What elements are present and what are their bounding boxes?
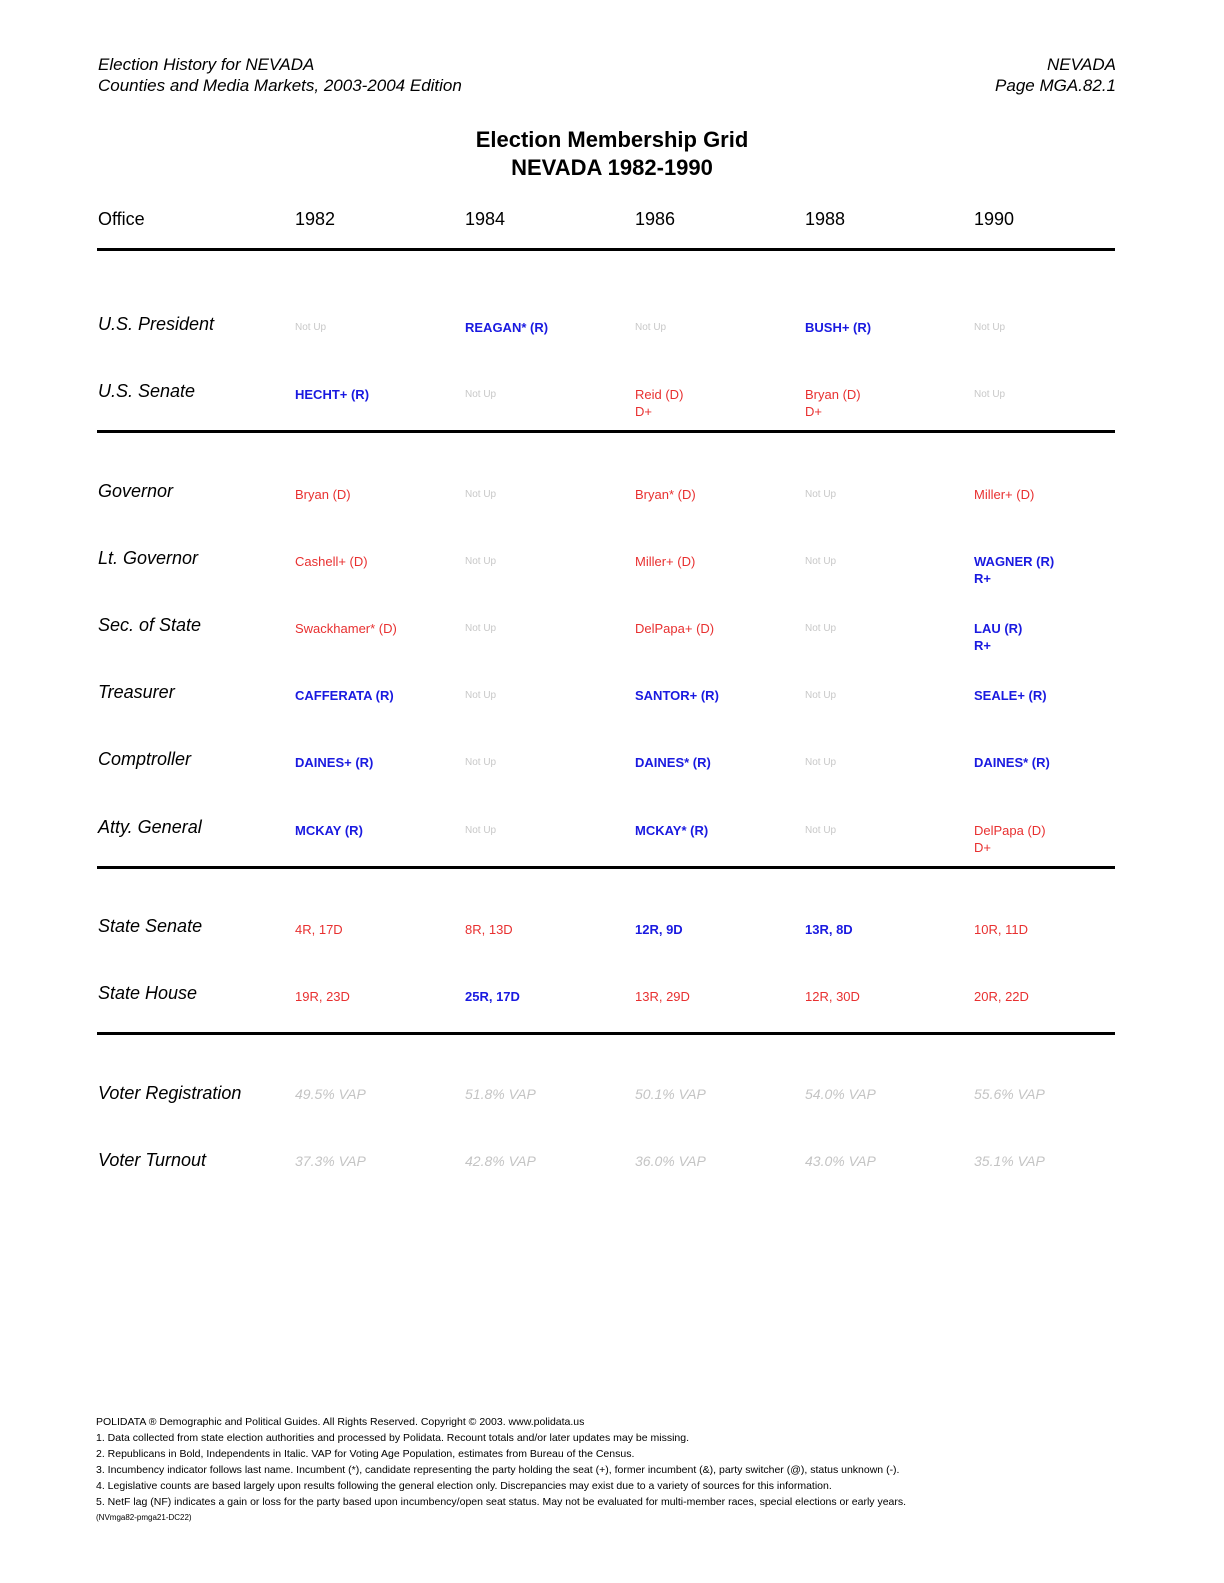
grid-cell: [974, 1153, 1045, 1170]
cell-result: Miller+ (D): [635, 554, 696, 569]
header-state: NEVADA: [1047, 55, 1116, 74]
grid-cell: [805, 319, 871, 336]
grid-cell: [805, 620, 836, 637]
grid-cell: [295, 988, 350, 1005]
grid-cell: [295, 921, 343, 938]
cell-status: D+: [974, 840, 991, 855]
footer-note-1: 1. Data collected from state election authorities and processed by Polidata. Recount totals and/or later updates may be missing.: [96, 1432, 689, 1444]
page-title: [0, 126, 1224, 182]
cell-result: Not Up: [974, 389, 1006, 400]
cell-result: Not Up: [974, 322, 1006, 333]
footer-notes: [96, 1414, 906, 1526]
cell-result: CAFFERATA (R): [295, 688, 394, 703]
page-title-line1: Election Membership Grid: [475, 127, 749, 152]
cell-result: Miller+ (D): [974, 487, 1035, 502]
grid-cell: [295, 822, 363, 839]
grid-cell: [805, 1086, 876, 1103]
cell-result: Swackhamer* (D): [295, 621, 397, 636]
cell-result: 13R, 29D: [635, 989, 690, 1004]
cell-result: DAINES* (R): [635, 755, 711, 770]
cell-result: Reid (D): [635, 387, 684, 402]
office-label: State Senate: [98, 916, 203, 936]
header-divider: [97, 248, 1115, 251]
cell-result: SANTOR+ (R): [635, 688, 719, 703]
cell-result: DAINES* (R): [974, 755, 1050, 770]
grid-cell: [295, 486, 351, 503]
grid-cell: [974, 822, 1046, 856]
grid-cell: [635, 486, 696, 503]
grid-cell: [635, 754, 711, 771]
cell-result: DelPapa (D): [974, 823, 1046, 838]
cell-result: 20R, 22D: [974, 989, 1029, 1004]
grid-cell: [974, 620, 1022, 654]
grid-cell: [295, 1153, 366, 1170]
cell-result: 13R, 8D: [805, 922, 853, 937]
cell-result: REAGAN* (R): [465, 320, 549, 335]
grid-cell: [295, 754, 373, 771]
grid-cell: [805, 1153, 876, 1170]
cell-result: Cashell+ (D): [295, 554, 368, 569]
grid-cell: [635, 319, 666, 336]
cell-result: Not Up: [465, 690, 497, 701]
cell-result: Bryan* (D): [635, 487, 696, 502]
office-label: Governor: [98, 481, 174, 501]
office-label: Lt. Governor: [98, 548, 199, 568]
cell-result: Not Up: [465, 825, 497, 836]
grid-cell: [635, 1153, 706, 1170]
cell-result: Not Up: [805, 690, 837, 701]
grid-cell: [974, 486, 1034, 503]
grid-cell: [805, 386, 861, 420]
grid-cell: [974, 319, 1005, 336]
page-title-line2: NEVADA 1982-1990: [511, 155, 713, 180]
cell-result: DAINES+ (R): [295, 755, 374, 770]
cell-result: 12R, 9D: [635, 922, 683, 937]
grid-cell: [635, 822, 708, 839]
cell-result: DelPapa+ (D): [635, 621, 715, 636]
grid-cell: [805, 754, 836, 771]
cell-status: D+: [805, 404, 822, 419]
cell-result: Not Up: [805, 757, 837, 768]
office-label: Atty. General: [98, 817, 202, 837]
grid-cell: [805, 687, 836, 704]
cell-result: Not Up: [295, 322, 327, 333]
grid-cell: [974, 988, 1029, 1005]
cell-result: 49.5% VAP: [295, 1086, 366, 1102]
column-header-1982: 1982: [295, 209, 336, 229]
grid-cell: [295, 386, 369, 403]
grid-cell: [635, 921, 683, 938]
cell-result: Not Up: [805, 489, 837, 500]
grid-cell: [295, 620, 397, 637]
grid-cell: [295, 1086, 366, 1103]
cell-result: Not Up: [635, 322, 667, 333]
office-label: Voter Registration: [98, 1083, 242, 1103]
cell-result: Bryan (D): [295, 487, 351, 502]
grid-cell: [974, 386, 1005, 403]
grid-cell: [465, 921, 513, 938]
office-label: Treasurer: [98, 682, 175, 702]
cell-status: R+: [974, 571, 991, 586]
grid-cell: [465, 486, 496, 503]
office-label: U.S. Senate: [98, 381, 196, 401]
grid-cell: [465, 754, 496, 771]
cell-result: Not Up: [465, 556, 497, 567]
cell-result: Not Up: [465, 623, 497, 634]
cell-result: SEALE+ (R): [974, 688, 1047, 703]
grid-cell: [635, 1086, 706, 1103]
grid-cell: [635, 988, 690, 1005]
document-header-left: [98, 54, 462, 96]
grid-cell: [295, 319, 326, 336]
cell-result: WAGNER (R): [974, 554, 1055, 569]
cell-result: HECHT+ (R): [295, 387, 370, 402]
legislature-section-divider: [97, 1032, 1115, 1035]
office-label: Comptroller: [98, 749, 192, 769]
header-page-number: Page MGA.82.1: [995, 76, 1116, 95]
cell-result: 12R, 30D: [805, 989, 860, 1004]
cell-result: LAU (R): [974, 621, 1023, 636]
grid-cell: [465, 1086, 536, 1103]
federal-section-divider: [97, 430, 1115, 433]
cell-result: MCKAY (R): [295, 823, 363, 838]
column-header-1984: 1984: [465, 209, 506, 229]
cell-result: Bryan (D): [805, 387, 861, 402]
cell-result: Not Up: [465, 489, 497, 500]
grid-cell: [974, 754, 1050, 771]
grid-cell: [465, 319, 548, 336]
footer-note-2: 2. Republicans in Bold, Independents in Italic. VAP for Voting Age Population, estimates from Bureau of the Census.: [96, 1448, 635, 1460]
grid-cell: [465, 822, 496, 839]
grid-cell: [465, 620, 496, 637]
grid-cell: [805, 486, 836, 503]
grid-cell: [974, 553, 1054, 587]
office-label: Sec. of State: [98, 615, 202, 635]
cell-status: D+: [635, 404, 652, 419]
cell-result: MCKAY* (R): [635, 823, 709, 838]
grid-cell: [805, 553, 836, 570]
grid-cell: [805, 921, 853, 938]
column-header-1990: 1990: [974, 209, 1015, 229]
grid-cell: [635, 687, 719, 704]
cell-result: Not Up: [805, 623, 837, 634]
cell-status: R+: [974, 638, 991, 653]
grid-cell: [974, 921, 1028, 938]
office-label: U.S. President: [98, 314, 215, 334]
cell-result: 35.1% VAP: [974, 1153, 1045, 1169]
footer-note-5: 5. NetF lag (NF) indicates a gain or loss for the party based upon incumbency/open seat status. May not be evaluated for multi-member races, special elections or early years.: [96, 1496, 907, 1508]
grid-cell: [295, 553, 368, 570]
cell-result: 51.8% VAP: [465, 1086, 536, 1102]
column-header-office: Office: [98, 209, 145, 229]
footer-copyright: POLIDATA ® Demographic and Political Guides. All Rights Reserved. Copyright © 2003. www.polidata.us: [96, 1416, 585, 1428]
cell-result: 8R, 13D: [465, 922, 513, 937]
grid-cell: [635, 620, 714, 637]
grid-cell: [974, 1086, 1045, 1103]
grid-cell: [635, 553, 695, 570]
grid-cell: [635, 386, 683, 420]
cell-result: 50.1% VAP: [635, 1086, 706, 1102]
cell-result: 42.8% VAP: [465, 1153, 536, 1169]
office-label: Voter Turnout: [98, 1150, 207, 1170]
grid-cell: [465, 553, 496, 570]
document-header-right: [995, 54, 1116, 96]
grid-cell: [805, 822, 836, 839]
cell-result: 10R, 11D: [974, 922, 1028, 937]
grid-cell: [805, 988, 860, 1005]
grid-cell: [465, 1153, 536, 1170]
cell-result: Not Up: [465, 757, 497, 768]
grid-cell: [295, 687, 394, 704]
cell-result: 25R, 17D: [465, 989, 520, 1004]
cell-result: Not Up: [805, 556, 837, 567]
cell-result: 55.6% VAP: [974, 1086, 1045, 1102]
header-title: Election History for NEVADA: [98, 55, 315, 74]
grid-cell: [465, 386, 496, 403]
cell-result: 36.0% VAP: [635, 1153, 706, 1169]
header-subtitle: Counties and Media Markets, 2003-2004 Edition: [98, 76, 462, 95]
footer-note-3: 3. Incumbency indicator follows last name. Incumbent (*), candidate representing the party holding the seat (+), former incumbent (&), party switcher (@), status unknown (-).: [96, 1464, 900, 1476]
column-header-1986: 1986: [635, 209, 676, 229]
footer-document-code: (NVmga82-pmga21-DC22): [96, 1513, 192, 1522]
cell-result: 4R, 17D: [295, 922, 343, 937]
cell-result: 54.0% VAP: [805, 1086, 876, 1102]
grid-cell: [465, 687, 496, 704]
statewide-section-divider: [97, 866, 1115, 869]
cell-result: Not Up: [465, 389, 497, 400]
footer-note-4: 4. Legislative counts are based largely upon results following the general election only. Discrepancies may exist due to a variety of sources for this information.: [96, 1480, 832, 1492]
grid-cell: [974, 687, 1047, 704]
cell-result: 43.0% VAP: [805, 1153, 876, 1169]
cell-result: 37.3% VAP: [295, 1153, 366, 1169]
cell-result: BUSH+ (R): [805, 320, 872, 335]
cell-result: Not Up: [805, 825, 837, 836]
office-label: State House: [98, 983, 198, 1003]
grid-cell: [465, 988, 520, 1005]
column-header-1988: 1988: [805, 209, 846, 229]
cell-result: 19R, 23D: [295, 989, 350, 1004]
